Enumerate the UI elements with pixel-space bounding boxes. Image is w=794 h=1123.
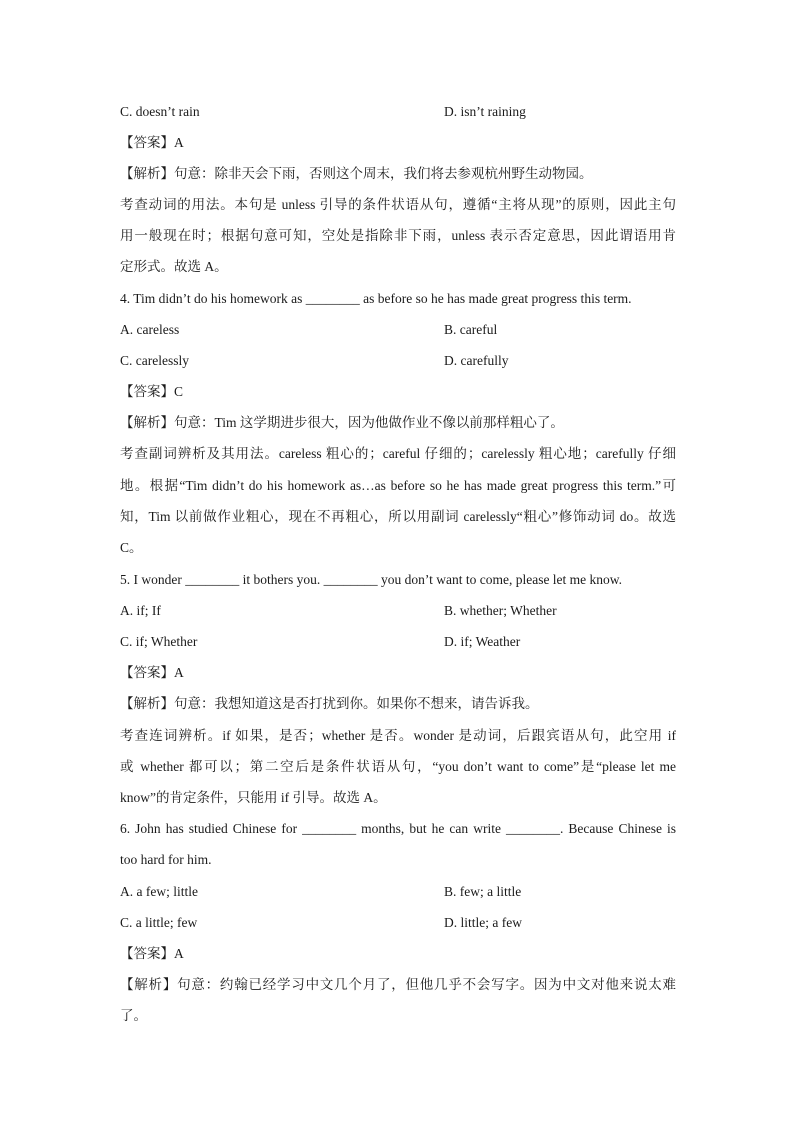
q6-option-b: B. few; a little [444,884,522,899]
q3-option-c: C. doesn’t rain [120,104,200,119]
q4-option-d: D. carefully [444,353,509,368]
q6-option-a: A. a few; little [120,884,198,899]
q5-option-d: D. if; Weather [444,634,521,649]
q4-option-a: A. careless [120,322,180,337]
q6-option-d: D. little; a few [444,915,522,930]
q5-answer: 【答案】A [120,665,184,680]
q4-explanation-line-2: 考查副词辨析及其用法。careless 粗心的；careful 仔细的；carelessly 粗心地；carefully 仔细 [120,446,676,461]
q3-explanation-line-3: 用一般现在时；根据句意可知，空处是指除非下雨，unless 表示否定意思，因此谓语用肯 [120,228,676,243]
q4-question: 4. Tim didn’t do his homework as ________ as before so he has made great progress this term. [120,291,632,306]
q6-answer: 【答案】A [120,946,184,961]
q5-question: 5. I wonder ________ it bothers you. ________ you don’t want to come, please let me know. [120,572,623,587]
q6-question-line-1: 6. John has studied Chinese for ________ months, but he can write ________. Because Chinese is [120,821,676,836]
q4-option-b: B. careful [444,322,498,337]
q5-option-b: B. whether; Whether [444,603,557,618]
q6-explanation-line-1: 【解析】句意：约翰已经学习中文几个月了，但他几乎不会写字。因为中文对他来说太难 [120,977,676,992]
q4-option-c: C. carelessly [120,353,189,368]
q6-question-line-2: too hard for him. [120,852,212,867]
q4-answer: 【答案】C [120,384,184,399]
q5-option-a: A. if; If [120,603,161,618]
q3-option-d: D. isn’t raining [444,104,526,119]
q3-explanation-line-2: 考查动词的用法。本句是 unless 引导的条件状语从句，遵循“主将从现”的原则，因此主句 [120,197,676,212]
q5-explanation-line-3: 或 whether 都可以；第二空后是条件状语从句，“you don’t want to come”是“please let me [120,759,676,774]
q4-explanation-line-5: C。 [120,540,143,555]
q5-explanation-line-2: 考查连词辨析。if 如果，是否；whether 是否。wonder 是动词，后跟宾语从句，此空用 if [120,728,676,743]
q6-explanation-line-2: 了。 [120,1008,147,1023]
q5-option-c: C. if; Whether [120,634,198,649]
q5-explanation-line-4: know”的肯定条件，只能用 if 引导。故选 A。 [120,790,387,805]
q6-option-c: C. a little; few [120,915,198,930]
q4-explanation-line-3: 地。根据“Tim didn’t do his homework as…as before so he has made great progress this term.”可 [120,478,676,493]
q5-explanation-line-1: 【解析】句意：我想知道这是否打扰到你。如果你不想来，请告诉我。 [120,696,539,711]
q3-explanation-line-4: 定形式。故选 A。 [120,259,228,274]
q4-explanation-line-1: 【解析】句意：Tim 这学期进步很大，因为他做作业不像以前那样粗心了。 [120,415,564,430]
q3-explanation-line-1: 【解析】句意：除非天会下雨，否则这个周末，我们将去参观杭州野生动物园。 [120,166,593,181]
q4-explanation-line-4: 知，Tim 以前做作业粗心，现在不再粗心，所以用副词 carelessly“粗心”修饰动词 do。故选 [120,509,676,524]
q3-answer: 【答案】A [120,135,184,150]
